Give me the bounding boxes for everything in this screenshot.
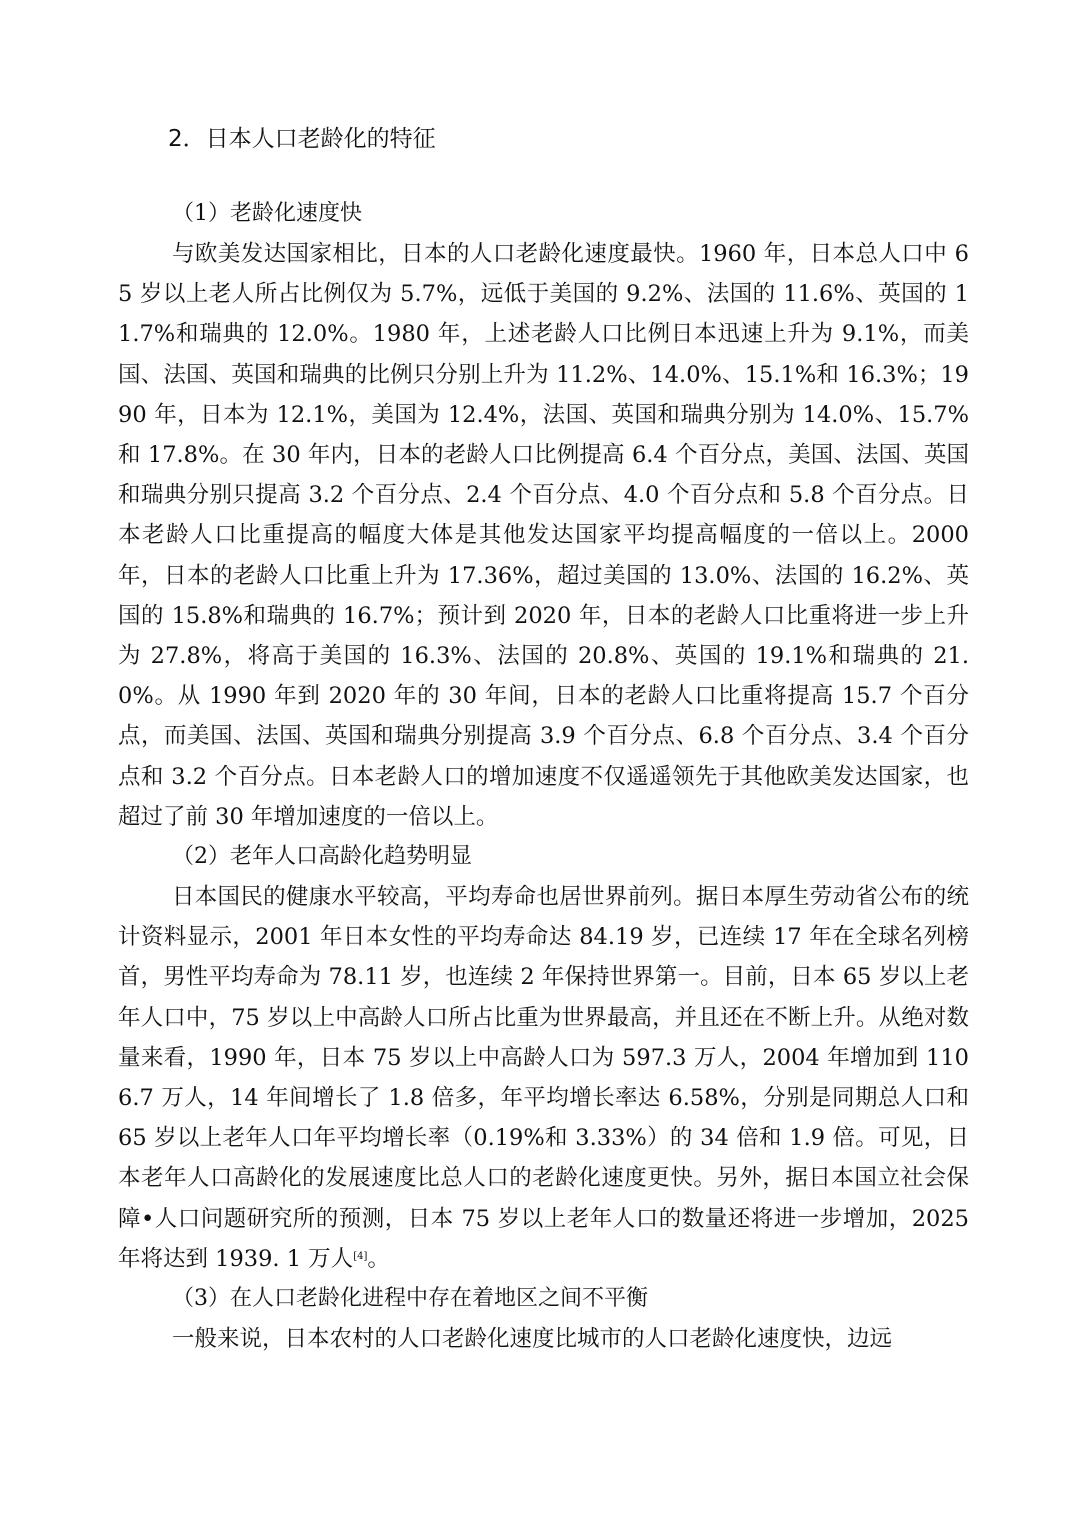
section-title: 2．日本人口老龄化的特征 — [168, 126, 436, 152]
subsection-heading: （2）老年人口高龄化趋势明显 — [172, 844, 472, 870]
body-paragraph: 一般来说，日本农村的人口老龄化速度比城市的人口老龄化速度快，边远 — [172, 1326, 893, 1353]
body-paragraph: 与欧美发达国家相比，日本的人口老龄化速度最快。1960 年，日本总人口中 65 岁以上老人所占比例仅为 5.7%，远低于美国的 9.2%、法国的 11.6%、英国的 11.7%和瑞典的 12.0%。1980 年，上述老龄人口比例日本迅速上升为 9.1%，而美国、法国、英国和瑞典的比例只分别上升为 11.2%、14.0%、15.1%和 16.3%；1990 年，日本为 12.1%，美国为 12.4%，法国、英国和瑞典分别为 14.0%、15.7%和 17.8%。在 30 年内，日本的老龄人口比例提高 6.4 个百分点，美国、法国、英国和瑞典分别只提高 3.2 个百分点、2.4 个百分点、4.0 个百分点和 5.8 个百分点。日本老龄人口比重提高的幅度大体是其他发达国家平均提高幅度的一倍以上。2000 年，日本的老龄人口比重上升为 17.36%，超过美国的 13.0%、法国的 16.2%、英国的 15.8%和瑞典的 16.7%；预计到 2020 年，日本的老龄人口比重将进一步上升为 27.8%，将高于美国的 16.3%、法国的 20.8%、英国的 19.1%和瑞典的 21.0%。从 1990 年到 2020 年的 30 年间，日本的老龄人口比重将提高 15.7 个百分点，而美国、法国、英国和瑞典分别提高 3.9 个百分点、6.8 个百分点、3.4 个百分点和 3.2 个百分点。日本老龄人口的增加速度不仅遥遥领先于其他欧美发达国家，也超过了前 30 年增加速度的一倍以上。 — [118, 241, 969, 830]
subsection-regional-imbalance — [118, 1279, 969, 1359]
subsection-elderly-aging-trend — [118, 837, 969, 1279]
paragraph-text-end: 。 — [367, 1245, 390, 1272]
citation-reference[interactable]: [4] — [353, 1250, 368, 1262]
body-paragraph — [118, 877, 969, 1279]
subsection-aging-speed — [118, 194, 969, 837]
subsection-heading: （3）在人口老龄化进程中存在着地区之间不平衡 — [172, 1286, 648, 1312]
subsection-heading: （1）老龄化速度快 — [172, 201, 362, 226]
paragraph-text: 日本国民的健康水平较高，平均寿命也居世界前列。据日本厚生劳动省公布的统计资料显示，2001 年日本女性的平均寿命达 84.19 岁，已连续 17 年在全球名列榜首，男性平均寿命为 78.11 岁，也连续 2 年保持世界第一。目前，日本 65 岁以上老年人口中，75 岁以上中高龄人口所占比重为世界最高，并且还在不断上升。从绝对数量来看，1990 年，日本 75 岁以上中高龄人口为 597.3 万人，2004 年增加到 1106.7 万人，14 年间增长了 1.8 倍多，年平均增长率达 6.58%，分别是同期总人口和 65 岁以上老年人口年平均增长率（0.19%和 3.33%）的 34 倍和 1.9 倍。可见，日本老年人口高龄化的发展速度比总人口的老龄化速度更快。另外，据日本国立社会保障•人口问题研究所的预测，日本 75 岁以上老年人口的数量还将进一步增加，2025 年将达到 1939. 1 万人 — [118, 884, 969, 1272]
